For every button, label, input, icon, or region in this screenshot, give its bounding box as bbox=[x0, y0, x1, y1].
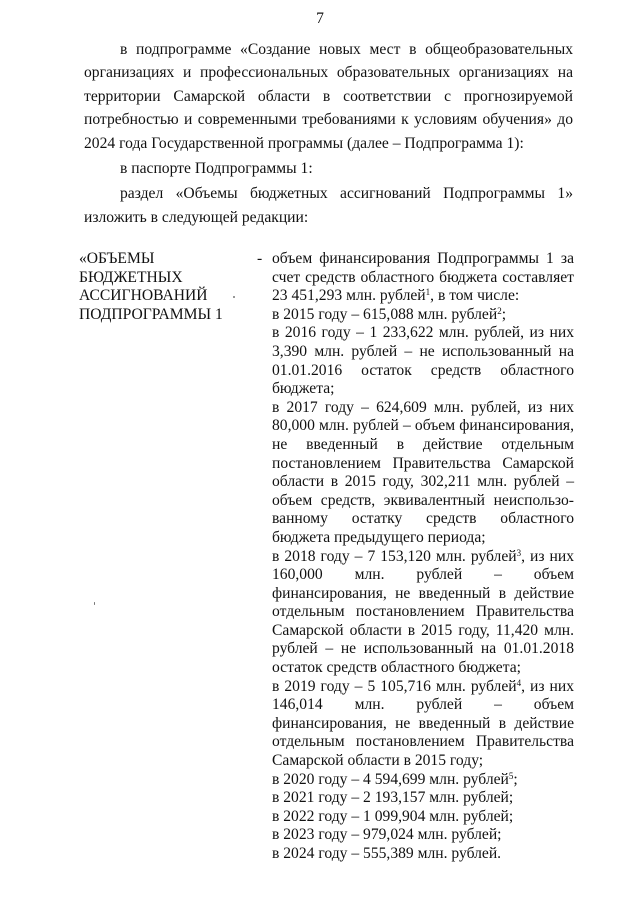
separator-dash: - bbox=[257, 250, 263, 267]
label-line: ПОДПРОГРАММЫ 1 bbox=[79, 305, 223, 323]
funding-2022: в 2022 году – 1 099,904 млн. рублей; bbox=[272, 807, 514, 825]
funding-2016: в 2016 году – 1 233,622 млн. рублей, из них 3,390 млн. рублей – не использованный на 01.01.2016 остаток средств областного бюджета; bbox=[272, 324, 574, 398]
passport-row-value bbox=[272, 250, 574, 864]
funding-2023: в 2023 году – 979,024 млн. рублей; bbox=[272, 826, 502, 844]
scan-speck bbox=[94, 602, 95, 605]
scan-speck bbox=[233, 296, 235, 298]
footnote-marker: 5 bbox=[508, 770, 514, 781]
footnote-marker: 3 bbox=[516, 547, 522, 558]
funding-2021: в 2021 году – 2 193,157 млн. рублей; bbox=[272, 789, 514, 807]
funding-2019: в 2019 году – 5 105,716 млн. рублей$^4$, из них 146,014 млн. рублей – объем финансирования, не введенный в действие отдельным постановлением Правительства Самарской области в 2015 году; bbox=[272, 677, 575, 770]
intro-paragraph-subprogram: в подпрограмме «Создание новых мест в общеобразовательных организациях и профессиональных образовательных организациях на территории Самарской области в соответствии с прогнозируемой потребностью и современными требованиями к условиям обучения» до 2024 года Государственной программы (далее – Подпрограмма 1): bbox=[84, 41, 573, 152]
funding-2020: в 2020 году – 4 594,699 млн. рублей$^5$; bbox=[272, 770, 518, 788]
label-line: «ОБЪЕМЫ bbox=[79, 250, 155, 267]
footnote-marker: 1 bbox=[425, 287, 431, 298]
funding-2015: в 2015 году – 615,088 млн. рублей$^2$; bbox=[272, 305, 507, 323]
funding-total: объем финансирования Подпрограммы 1 за счет средств областного бюджета составляет 23 451,293 млн. рублей$^1$, в том числе: bbox=[272, 250, 574, 305]
funding-2018: в 2018 году – 7 153,120 млн. рублей$^3$, из них 160,000 млн. рублей – объем финансирования, не введенный в действие отдельным постановлением Правительства Самарской области в 2015 году, 11,420 млн. рублей – не использованный на 01.01.2018 остаток средств областного бюджета; bbox=[272, 547, 575, 677]
intro-paragraph-section: раздел «Объемы бюджетных ассигнований Подпрограммы 1» изложить в следующей редакции: bbox=[84, 185, 573, 226]
intro-paragraph-passport: в паспорте Подпрограммы 1: bbox=[120, 160, 313, 178]
funding-2017: в 2017 году – 624,609 млн. рублей, из них 80,000 млн. рублей – объем финансирования, не введенный в действие отдельным постановлением Правительства Самарской области в 2015 году, 302,211 млн. рублей – объем средств, эквивалентный неиспользо-ванному остатку средств областного бюджета предыдущего периода; bbox=[272, 398, 574, 546]
page-number: 7 bbox=[316, 10, 324, 27]
passport-row-label bbox=[79, 250, 247, 324]
intro-text bbox=[84, 38, 573, 229]
funding-2024: в 2024 году – 555,389 млн. рублей. bbox=[272, 845, 502, 862]
label-line: БЮДЖЕТНЫХ bbox=[79, 268, 183, 286]
footnote-marker: 4 bbox=[516, 677, 522, 688]
footnote-marker: 2 bbox=[497, 305, 502, 316]
label-line: АССИГНОВАНИЙ bbox=[79, 287, 208, 305]
